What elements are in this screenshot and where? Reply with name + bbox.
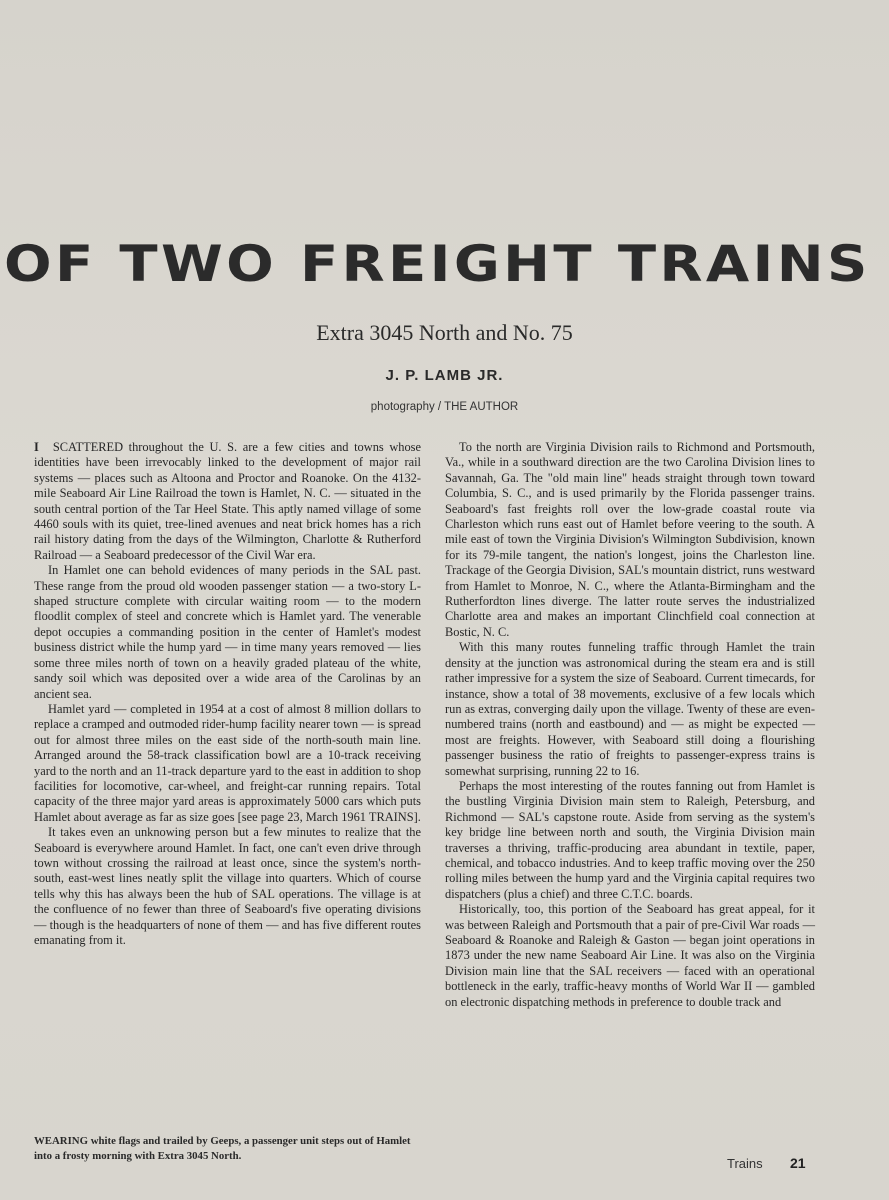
paragraph: Historically, too, this portion of the Seaboard has great appeal, for it was between Raleigh and Portsmouth that a pair of pre-Civil War roads — Seaboard & Roanoke and Raleigh & Gaston — began joint operations in 1873 under the new name Seaboard Air Line. It was also on the Virginia Division main line that the SAL receivers — faced with an operational bottleneck in the early, traffic-heavy months of World War II — gambled on electronic dispatching methods in preference to double track and [445,902,815,1009]
author-byline: J. P. LAMB JR. [385,367,504,384]
left-column [34,440,421,948]
paragraph: Hamlet yard — completed in 1954 at a cost of almost 8 million dollars to replace a cramped and outmoded rider-hump facility nearer town — is spread out for almost three miles on the east side of the north-south main line. Arranged around the 58-track classification bowl are a 10-track receiving yard to the north and an 11-track departure yard to the east in addition to shop facilities for locomotive, car-wheel, and freight-car running repairs. Total capacity of the three major yard areas is approximately 5000 cars which puts Hamlet about average as far as size goes [see page 23, March 1961 TRAINS]. [34,701,421,824]
article-subtitle: Extra 3045 North and No. 75 [316,320,573,345]
paragraph: It takes even an unknowing person but a few minutes to realize that the Seaboard is everywhere around Hamlet. In fact, one can't even drive through town without crossing the railroad at least once, since the system's north-south, east-west lines neatly split the village into quarters. Which of course tells why this has always been the hub of SAL operations. The village is at the confluence of no fewer than three of Seaboard's five operating divisions — though is the headquarters of none of them — and has five different routes emanating from it. [34,825,421,947]
paragraph: To the north are Virginia Division rails to Richmond and Portsmouth, Va., while in a southward direction are the two Carolina Division lines to Savannah, Ga. The "old main line" heads straight through town toward Columbia, S. C., and is used primarily by the Florida passenger trains. Seaboard's fast freights roll over the low-grade coastal route via Charleston which runs east out of Hamlet before veering to the south. A mile east of town the Virginia Division's Wilmington Subdivision, known for its 79-mile tangent, the nation's longest, joins the Charleston line. Trackage of the Georgia Division, SAL's mountain district, runs westward from Hamlet to Monroe, N. C., where the Atlanta-Birmingham and the Rutherfordton lines diverge. The latter route serves the industrialized Charlotte area and makes an important Clinchfield coal connection at Bostic, N. C. [445,440,815,639]
section-marker: I [34,440,39,454]
paragraph: With this many routes funneling traffic through Hamlet the train density at the junction was astronomical during the steam era and is still rather impressive for a system the size of Seaboard. Current timecards, for instance, show a total of 38 movements, exclusive of a few locals which run as extras, converging daily upon the village. Twenty of these are even-numbered trains (north and eastbound) and — as might be expected — most are freights. However, with Seaboard still doing a flourishing passenger business the ratio of freights to passenger-express trains is somewhat surprising, running 22 to 16. [445,640,815,778]
magazine-name: Trains [727,1156,763,1171]
paragraph: Perhaps the most interesting of the routes fanning out from Hamlet is the bustling Virginia Division main stem to Raleigh, Petersburg, and Richmond — SAL's capstone route. Aside from serving as the system's key bridge line between north and south, the Virginia Division main traverses a thriving, traffic-producing area abundant in textile, paper, chemical, and tobacco industries. And to keep traffic moving over the 250 rolling miles between the hump yard and the Virginia capital requires two dispatchers (plus a chief) and three C.T.C. boards. [445,778,815,901]
photo-credit: photography / THE AUTHOR [370,401,519,413]
page-number: 21 [790,1155,806,1171]
photo-caption: WEARING white flags and trailed by Geeps, a passenger unit steps out of Hamlet into a frosty morning with Extra 3045 North. [34,1135,411,1162]
paragraph: In Hamlet one can behold evidences of many periods in the SAL past. These range from the proud old wooden passenger station — a two-story L-shaped structure complete with circular waiting room — to the modern floodlit complex of steel and concrete which is Hamlet yard. The venerable depot occupies a commanding position in the center of Hamlet's modest business district while the hump yard — in time many years removed — lies some three miles north of town on a heavily graded plateau of the white, sandy soil which was deposited over a wide area of the Carolinas by an ancient sea. [34,563,421,701]
paragraph: I SCATTERED throughout the U. S. are a few cities and towns whose identities have been irrevocably linked to the development of major rail systems — places such as Altoona and Proctor and Roanoke. On the 4132-mile Seaboard Air Line Railroad the town is Hamlet, N. C. — situated in the south central portion of the Tar Heel State. This aptly named village of some 4460 souls with its quiet, tree-lined avenues and neat brick homes has a rich rail history dating from the days of the Wilmington, Charlotte & Rutherford Railroad — a Seaboard predecessor of the Civil War era. [34,440,421,562]
right-column [445,440,815,1010]
article-headline: OF TWO FREIGHT TRAINS [4,235,871,293]
